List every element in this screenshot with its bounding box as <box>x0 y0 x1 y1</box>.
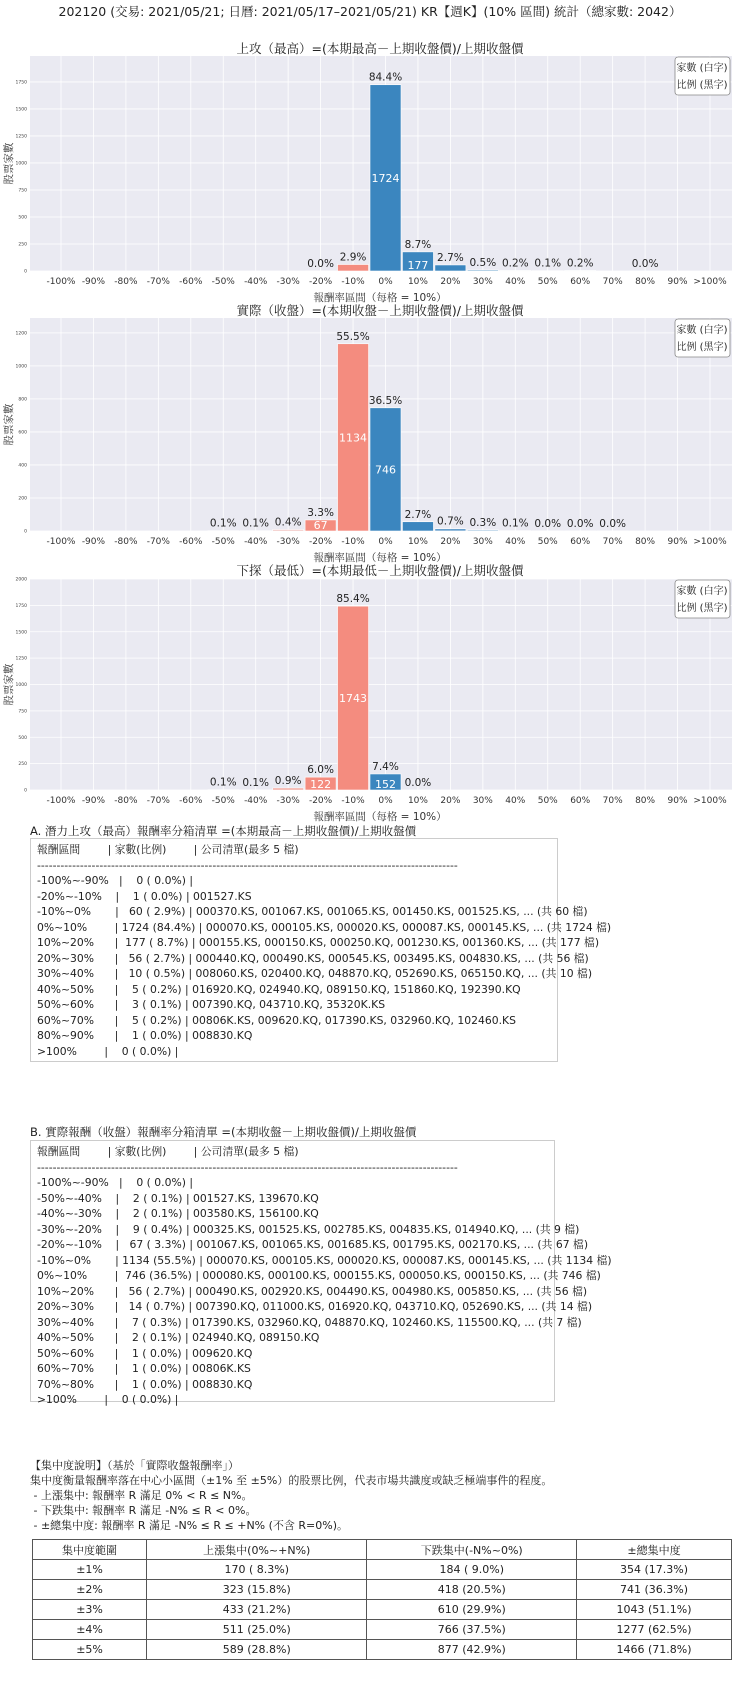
list-item: 80%~90% | 1 ( 0.0%) | 008830.KQ <box>37 1029 253 1042</box>
bar <box>565 270 596 271</box>
concentration-bullet: - 上漲集中: 報酬率 R 滿足 0% < R ≤ N%。 <box>30 1489 253 1502</box>
legend-percent-label: 比例 (黑字) <box>676 603 728 614</box>
bar <box>532 271 563 272</box>
bar <box>338 265 369 271</box>
list-item: -10%~0% | 60 ( 2.9%) | 000370.KS, 001067.KS, 001065.KS, 001450.KS, 001525.KS, ... (共 60 檔) <box>37 905 588 918</box>
x-tick-label: 20% <box>440 537 461 547</box>
bar-percent-label: 0.0% <box>599 517 626 530</box>
x-tick-label: 10% <box>407 796 428 806</box>
downside-low-chart <box>0 562 740 824</box>
x-tick-label: >100% <box>693 277 727 287</box>
x-tick-label: -50% <box>211 537 235 547</box>
legend-percent-label: 比例 (黑字) <box>676 80 728 91</box>
x-tick-label: -90% <box>81 277 106 287</box>
chart-title: 下探（最低）=(本期最低－上期收盤價)/上期收盤價 <box>236 563 524 578</box>
x-tick-label: 50% <box>537 537 558 547</box>
y-tick-label: 1500 <box>15 630 27 636</box>
list-item: -20%~-10% | 67 ( 3.3%) | 001067.KS, 001065.KS, 001685.KS, 001795.KS, 002170.KS, ... (共 67 檔) <box>37 1238 589 1251</box>
list-item: 30%~40% | 10 ( 0.5%) | 008060.KS, 020400.KQ, 048870.KQ, 052690.KS, 065150.KQ, ... (共 10 檔) <box>37 967 593 980</box>
table-cell: 323 (15.8%) <box>147 1580 367 1600</box>
table-cell: 766 (37.5%) <box>367 1620 577 1640</box>
column-header: ±總集中度 <box>577 1540 732 1560</box>
list-item: 60%~70% | 5 ( 0.2%) | 00806K.KS, 009620.KQ, 017390.KS, 032960.KQ, 102460.KS <box>37 1013 516 1027</box>
table-cell: ±3% <box>33 1600 147 1620</box>
y-tick-label: 2000 <box>15 577 27 583</box>
list-item: 10%~20% | 177 ( 8.7%) | 000155.KS, 000150.KS, 000250.KQ, 001230.KS, 001360.KS, ... (共 177 檔) <box>37 936 600 949</box>
x-tick-label: 20% <box>440 796 461 806</box>
table-row <box>33 1560 732 1580</box>
bar-percent-label: 2.7% <box>404 508 432 521</box>
bar-percent-label: 0.1% <box>501 517 529 530</box>
bar <box>467 270 498 271</box>
concentration-explanation <box>30 1458 552 1533</box>
x-tick-label: 30% <box>472 796 493 806</box>
table-row <box>33 1600 732 1620</box>
x-tick-label: 40% <box>505 796 526 806</box>
x-tick-label: 0% <box>378 796 393 806</box>
bar <box>467 530 498 531</box>
x-tick-label: -70% <box>146 796 170 806</box>
list-item: 50%~60% | 3 ( 0.1%) | 007390.KQ, 043710.KQ, 35320K.KS <box>37 998 386 1011</box>
x-tick-label: -50% <box>211 277 235 287</box>
table-cell: ±1% <box>33 1560 147 1580</box>
x-tick-label: -90% <box>81 796 106 806</box>
list-item: -20%~-10% | 1 ( 0.0%) | 001527.KS <box>37 889 252 903</box>
section-b-heading: B. 實際報酬（收盤）報酬率分箱清單 =(本期收盤－上期收盤價)/上期收盤價 <box>30 1125 417 1139</box>
list-header: 報酬區間 | 家數(比例) | 公司清單(最多 5 檔) <box>37 1145 299 1158</box>
bar <box>435 265 466 271</box>
bar-percent-label: 2.7% <box>437 251 464 264</box>
y-tick-label: 1250 <box>15 656 27 662</box>
list-item: -50%~-40% | 2 ( 0.1%) | 001527.KS, 139670.KQ <box>37 1191 319 1205</box>
chart-title: 實際（收盤）=(本期收盤－上期收盤價)/上期收盤價 <box>236 303 524 318</box>
y-tick-label: 400 <box>18 463 27 469</box>
y-tick-label: 1750 <box>15 80 27 86</box>
bar <box>402 790 433 791</box>
bar <box>500 270 531 271</box>
bar <box>240 531 271 532</box>
y-axis-label: 股票家數 <box>3 663 15 706</box>
bar-count-label: 1743 <box>339 692 368 706</box>
list-item: 60%~70% | 1 ( 0.0%) | 00806K.KS <box>37 1362 251 1375</box>
concentration-heading: 【集中度說明】（基於「實際收盤報酬率」） <box>30 1459 239 1472</box>
table-cell: 433 (21.2%) <box>147 1600 367 1620</box>
bar-count-label: 746 <box>375 463 396 477</box>
column-header: 上漲集中(0%~+N%) <box>147 1540 367 1560</box>
bar-percent-label: 36.5% <box>368 394 403 407</box>
y-tick-label: 250 <box>18 242 27 248</box>
x-axis-label: 報酬率區間（每格 = 10%） <box>313 811 447 823</box>
concentration-bullet: - ±總集中度: 報酬率 R 滿足 -N% ≤ R ≤ +N% (不含 R=0%)。 <box>30 1519 349 1532</box>
x-tick-label: 10% <box>407 277 428 287</box>
x-tick-label: 70% <box>602 277 623 287</box>
x-tick-label: 60% <box>570 796 591 806</box>
x-tick-label: 20% <box>440 277 461 287</box>
y-tick-label: 0 <box>24 529 27 535</box>
bar <box>402 522 433 531</box>
y-tick-label: 500 <box>18 215 27 221</box>
x-tick-label: -30% <box>276 537 300 547</box>
list-item: 0%~10% | 746 (36.5%) | 000080.KS, 000100.KS, 000155.KS, 000050.KS, 000150.KS, ... (共 746 檔) <box>37 1269 601 1282</box>
bar-count-label: 1134 <box>339 431 368 445</box>
bar-percent-label: 0.1% <box>242 517 270 530</box>
y-axis-label: 股票家數 <box>3 142 15 185</box>
bar-percent-label: 0.1% <box>534 257 562 270</box>
table-cell: 877 (42.9%) <box>367 1640 577 1660</box>
bar <box>208 790 239 791</box>
list-item: -100%~-90% | 0 ( 0.0%) | <box>37 874 194 887</box>
chart-title: 上攻（最高）=(本期最高－上期收盤價)/上期收盤價 <box>236 41 524 56</box>
bar <box>305 271 336 272</box>
bar-percent-label: 0.9% <box>274 774 302 787</box>
table-cell: 589 (28.8%) <box>147 1640 367 1660</box>
bar-percent-label: 0.3% <box>469 516 497 529</box>
bar-count-label: 1724 <box>371 171 400 185</box>
x-tick-label: 10% <box>407 537 428 547</box>
list-item: 50%~60% | 1 ( 0.0%) | 009620.KQ <box>37 1346 253 1360</box>
bar-count-label: 122 <box>310 778 332 791</box>
bar-percent-label: 85.4% <box>336 593 370 606</box>
table-row <box>33 1620 732 1640</box>
table-cell: ±4% <box>33 1620 147 1640</box>
bar-percent-label: 0.2% <box>501 257 529 270</box>
x-tick-label: -90% <box>81 537 106 547</box>
list-item: 40%~50% | 5 ( 0.2%) | 016920.KQ, 024940.KQ, 089150.KQ, 151860.KQ, 192390.KQ <box>37 982 521 996</box>
y-tick-label: 1000 <box>15 683 27 688</box>
x-tick-label: 80% <box>635 796 656 806</box>
x-tick-label: -40% <box>244 537 268 547</box>
bar-percent-label: 0.0% <box>404 776 432 789</box>
x-tick-label: -60% <box>179 537 203 547</box>
x-tick-label: -30% <box>276 277 300 287</box>
list-item: 10%~20% | 56 ( 2.7%) | 000490.KS, 002920.KS, 004490.KS, 004980.KS, 005850.KS, ... (共 56 檔) <box>37 1284 588 1298</box>
bar <box>500 531 531 532</box>
bar-percent-label: 3.3% <box>307 506 334 519</box>
bar-percent-label: 7.4% <box>372 760 399 773</box>
list-item: 0%~10% | 1724 (84.4%) | 000070.KS, 000105.KS, 000020.KS, 000087.KS, 000145.KS, ... (共 1724 檔) <box>37 920 612 934</box>
list-item: >100% | 0 ( 0.0%) | <box>37 1044 179 1058</box>
table-cell: 1043 (51.1%) <box>577 1600 732 1620</box>
legend-count-label: 家數 (白字) <box>676 586 728 597</box>
x-tick-label: -40% <box>244 277 268 287</box>
x-tick-label: -70% <box>146 537 170 547</box>
list-item: -30%~-20% | 9 ( 0.4%) | 000325.KS, 001525.KS, 002785.KS, 004835.KS, 014940.KQ, ... (共 9 檔) <box>37 1222 580 1236</box>
y-axis-label: 股票家數 <box>3 403 15 446</box>
y-tick-label: 0 <box>24 788 27 794</box>
x-axis-label: 報酬率區間（每格 = 10%） <box>313 292 447 304</box>
bar <box>240 790 271 791</box>
list-item: 20%~30% | 14 ( 0.7%) | 007390.KQ, 011000.KS, 016920.KQ, 043710.KQ, 052690.KS, ... (共 14 檔) <box>37 1300 593 1313</box>
table-cell: 184 ( 9.0%) <box>367 1560 577 1580</box>
table-cell: 741 (36.3%) <box>577 1580 732 1600</box>
x-tick-label: -10% <box>341 277 365 287</box>
bar-percent-label: 0.0% <box>307 257 334 270</box>
legend-count-label: 家數 (白字) <box>676 325 728 336</box>
bar-percent-label: 0.4% <box>274 516 302 529</box>
bar-count-label: 67 <box>313 519 328 532</box>
legend <box>675 57 730 95</box>
column-header: 集中度範圍 <box>33 1540 147 1560</box>
bar-percent-label: 0.1% <box>209 776 237 789</box>
bar-percent-label: 0.0% <box>566 517 594 530</box>
table-cell: 418 (20.5%) <box>367 1580 577 1600</box>
list-item: -10%~0% | 1134 (55.5%) | 000070.KS, 000105.KS, 000020.KS, 000087.KS, 000145.KS, ... (共 1134 檔) <box>37 1253 612 1267</box>
list-item: 20%~30% | 56 ( 2.7%) | 000440.KQ, 000490.KS, 000545.KS, 003495.KS, 004830.KS, ... (共 56 檔) <box>37 951 589 965</box>
y-tick-label: 1750 <box>15 603 27 609</box>
y-tick-label: 1200 <box>15 331 27 337</box>
x-tick-label: -20% <box>308 277 333 287</box>
list-item: 70%~80% | 1 ( 0.0%) | 008830.KQ <box>37 1377 253 1391</box>
bar-percent-label: 6.0% <box>307 764 334 777</box>
x-tick-label: 50% <box>537 796 558 806</box>
bar-percent-label: 0.2% <box>566 257 594 270</box>
bar <box>273 530 304 531</box>
bar-percent-label: 8.7% <box>404 238 432 251</box>
bar-percent-label: 0.1% <box>209 517 237 530</box>
list-divider: ------------------------------------------------------------------------------------------------------------ <box>37 1160 458 1174</box>
y-tick-label: 200 <box>18 496 27 502</box>
list-header: 報酬區間 | 家數(比例) | 公司清單(最多 5 檔) <box>37 843 299 856</box>
bar-count-label: 177 <box>407 259 429 272</box>
section-a-heading: A. 潛力上攻（最高）報酬率分箱清單 =(本期最高－上期收盤價)/上期收盤價 <box>30 824 417 838</box>
x-tick-label: 70% <box>602 537 623 547</box>
x-tick-label: 50% <box>537 277 558 287</box>
table-cell: ±5% <box>33 1640 147 1660</box>
list-item: -100%~-90% | 0 ( 0.0%) | <box>37 1176 194 1189</box>
bar-percent-label: 2.9% <box>339 251 367 264</box>
x-tick-label: 30% <box>472 277 493 287</box>
x-tick-label: -30% <box>276 796 300 806</box>
bar <box>208 531 239 532</box>
x-tick-label: -60% <box>179 796 203 806</box>
x-tick-label: 40% <box>505 277 526 287</box>
legend-percent-label: 比例 (黑字) <box>676 342 728 353</box>
bar-count-label: 152 <box>375 778 396 791</box>
y-tick-label: 1250 <box>15 134 27 140</box>
bar <box>532 531 563 532</box>
y-tick-label: 500 <box>18 735 27 741</box>
x-tick-label: 0% <box>378 277 393 287</box>
x-tick-label: -80% <box>114 277 138 287</box>
table-row <box>33 1640 732 1660</box>
y-tick-label: 1000 <box>15 161 27 167</box>
bar <box>273 788 304 790</box>
y-tick-label: 1000 <box>15 364 27 370</box>
x-tick-label: -60% <box>179 277 203 287</box>
x-tick-label: -80% <box>114 796 138 806</box>
y-tick-label: 800 <box>18 397 27 403</box>
x-tick-label: 30% <box>472 537 493 547</box>
y-tick-label: 0 <box>24 269 27 275</box>
x-tick-label: 90% <box>667 277 688 287</box>
list-divider: ------------------------------------------------------------------------------------------------------------ <box>37 858 458 872</box>
x-tick-label: >100% <box>693 796 727 806</box>
x-tick-label: -70% <box>146 277 170 287</box>
x-tick-label: 40% <box>505 537 526 547</box>
table-cell: 1277 (62.5%) <box>577 1620 732 1640</box>
y-tick-label: 750 <box>18 188 27 194</box>
list-item: -40%~-30% | 2 ( 0.1%) | 003580.KS, 156100.KQ <box>37 1207 319 1220</box>
bar <box>597 531 628 532</box>
x-tick-label: -100% <box>46 537 76 547</box>
x-tick-label: 60% <box>570 277 591 287</box>
x-tick-label: -50% <box>211 796 235 806</box>
x-tick-label: -100% <box>46 796 76 806</box>
legend <box>675 580 730 618</box>
bar-percent-label: 0.0% <box>631 257 659 270</box>
x-tick-label: -80% <box>114 537 138 547</box>
concentration-description: 集中度衡量報酬率落在中心小區間（±1% 至 ±5%）的股票比例，代表市場共識度或缺乏極端事件的程度。 <box>30 1474 553 1487</box>
list-item: 40%~50% | 2 ( 0.1%) | 024940.KQ, 089150.KQ <box>37 1331 320 1344</box>
x-tick-label: 60% <box>570 537 591 547</box>
table-cell: 511 (25.0%) <box>147 1620 367 1640</box>
x-tick-label: -10% <box>341 796 365 806</box>
x-tick-label: >100% <box>693 537 727 547</box>
bar <box>435 529 466 531</box>
x-tick-label: 90% <box>667 796 688 806</box>
table-header-row <box>33 1540 732 1560</box>
list-item: >100% | 0 ( 0.0%) | <box>37 1393 179 1406</box>
x-tick-label: -100% <box>46 277 76 287</box>
concentration-table <box>32 1539 732 1660</box>
table-cell: 354 (17.3%) <box>577 1560 732 1580</box>
bar-percent-label: 0.0% <box>534 517 562 530</box>
column-header: 下跌集中(-N%~0%) <box>367 1540 577 1560</box>
bar-percent-label: 55.5% <box>336 330 370 343</box>
x-tick-label: -40% <box>244 796 268 806</box>
x-axis-label: 報酬率區間（每格 = 10%） <box>313 552 447 564</box>
bar <box>565 531 596 532</box>
section-b-list <box>30 1140 612 1406</box>
x-tick-label: 0% <box>378 537 393 547</box>
y-tick-label: 250 <box>18 762 27 768</box>
section-a-list <box>30 838 612 1062</box>
upside-high-chart <box>0 40 740 345</box>
bar-percent-label: 0.1% <box>242 776 270 789</box>
y-tick-label: 750 <box>18 709 27 715</box>
table-cell: 170 ( 8.3%) <box>147 1560 367 1580</box>
x-tick-label: 70% <box>602 796 623 806</box>
x-tick-label: 80% <box>635 277 656 287</box>
concentration-bullet: - 下跌集中: 報酬率 R 滿足 -N% ≤ R < 0%。 <box>30 1504 257 1517</box>
y-tick-label: 600 <box>18 430 27 436</box>
x-tick-label: -10% <box>341 537 365 547</box>
bar-percent-label: 0.5% <box>469 256 497 269</box>
table-row <box>33 1580 732 1600</box>
table-cell: ±2% <box>33 1580 147 1600</box>
bar <box>630 271 661 272</box>
legend-count-label: 家數 (白字) <box>676 63 728 74</box>
x-tick-label: 80% <box>635 537 656 547</box>
x-tick-label: 90% <box>667 537 688 547</box>
list-item: 30%~40% | 7 ( 0.3%) | 017390.KS, 032960.KQ, 048870.KQ, 102460.KS, 115500.KQ, ... (共 7 檔) <box>37 1315 582 1329</box>
bar-percent-label: 84.4% <box>368 71 403 84</box>
page-title: 202120 (交易: 2021/05/21; 日曆: 2021/05/17–2021/05/21) KR【週K】(10% 區間) 統計（總家數: 2042） <box>58 4 682 19</box>
y-tick-label: 1500 <box>15 107 27 113</box>
table-cell: 1466 (71.8%) <box>577 1640 732 1660</box>
x-tick-label: -20% <box>308 537 333 547</box>
bar-percent-label: 0.7% <box>437 515 464 528</box>
table-cell: 610 (29.9%) <box>367 1600 577 1620</box>
actual-close-chart <box>0 302 740 564</box>
legend <box>675 319 730 357</box>
x-tick-label: -20% <box>308 796 333 806</box>
